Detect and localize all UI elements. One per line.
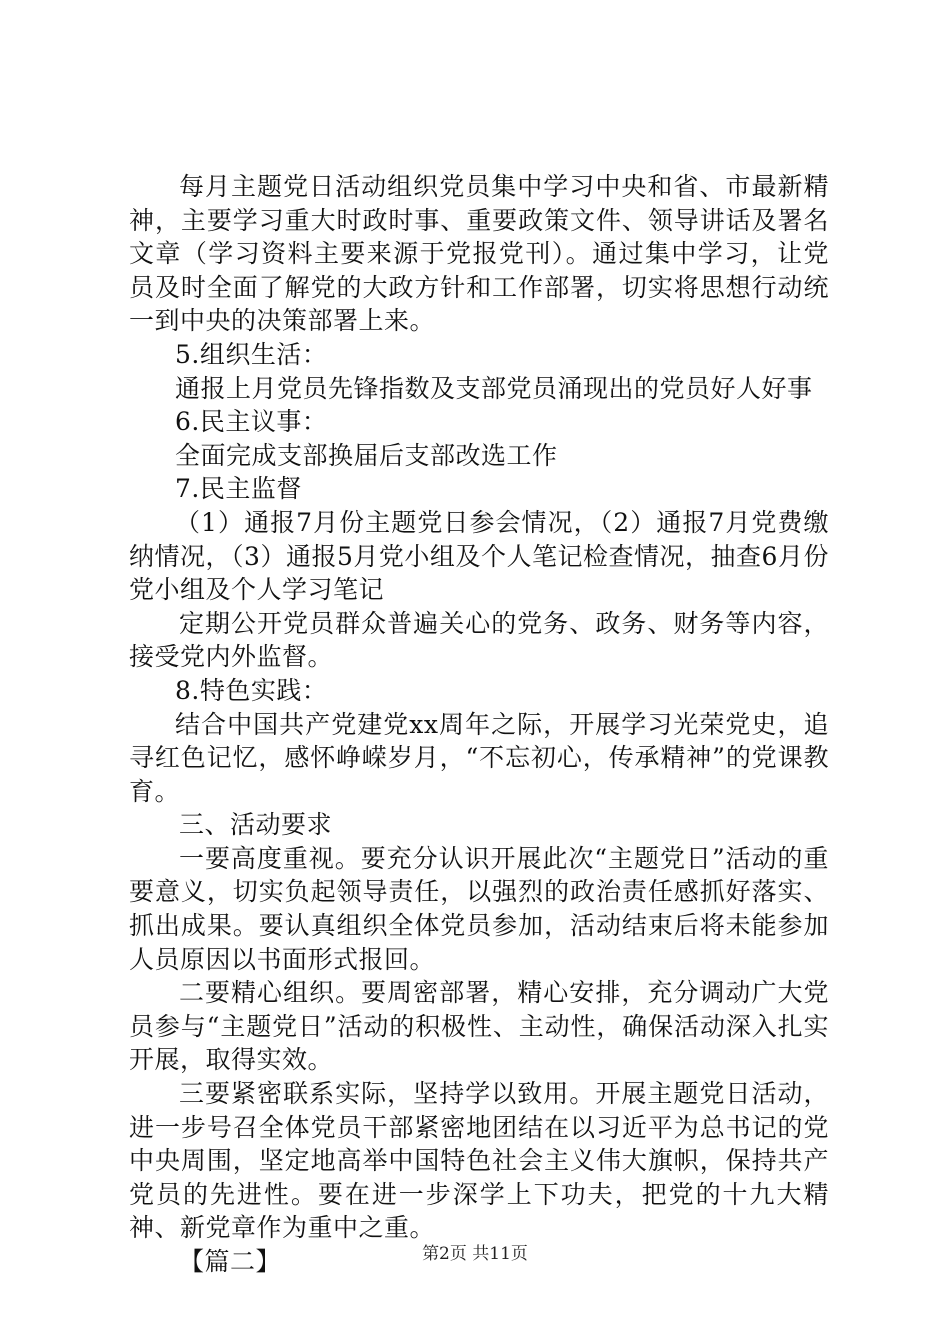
paragraph-democratic-discussion: 全面完成支部换届后支部改选工作: [175, 440, 558, 470]
document-body: [129, 170, 829, 1279]
paragraph-supervision-items: （1）通报7月份主题党日参会情况，（2）通报7月党费缴纳情况，（3）通报5月党小组及个人笔记检查情况，抽查6月份党小组及个人学习笔记: [129, 507, 829, 605]
paragraph-study: 每月主题党日活动组织党员集中学习中央和省、市最新精神，主要学习重大时政时事、重要政策文件、领导讲话及署名文章（学习资料主要来源于党报党刊）。通过集中学习，让党员及时全面了解党的大政方针和工作部署，切实将思想行动统一到中央的决策部署上来。: [129, 172, 829, 336]
heading-activity-requirements: 三、活动要求: [179, 810, 333, 840]
paragraph-requirement-3: 三要紧密联系实际，坚持学以致用。开展主题党日活动，进一步号召全体党员干部紧密地团结在以习近平为总书记的党中央周围，坚定地高举中国特色社会主义伟大旗帜，保持共产党员的先进性。要在进一步深学上下功夫，把党的十九大精神、新党章作为重中之重。: [129, 1079, 829, 1243]
heading-democratic-supervision: 7.民主监督: [175, 474, 302, 504]
paragraph-requirement-2: 二要精心组织。要周密部署，精心安排，充分调动广大党员参与“主题党日”活动的积极性、主动性，确保活动深入扎实开展，取得实效。: [129, 978, 829, 1075]
heading-democratic-discussion: 6.民主议事：: [175, 407, 328, 437]
heading-part-two: 【篇二】: [179, 1247, 282, 1276]
paragraph-requirement-1: 一要高度重视。要充分认识开展此次“主题党日”活动的重要意义，切实负起领导责任，以强烈的政治责任感抓好落实、抓出成果。要认真组织全体党员参加，活动结束后将未能参加人员原因以书面形式报回。: [129, 843, 829, 974]
heading-special-practice: 8.特色实践：: [175, 675, 328, 705]
paragraph-organization-life: 通报上月党员先锋指数及支部党员涌现出的党员好人好事: [175, 373, 813, 403]
heading-organization-life: 5.组织生活：: [175, 339, 328, 369]
paragraph-public-disclosure: 定期公开党员群众普遍关心的党务、政务、财务等内容，接受党内外监督。: [129, 608, 829, 672]
paragraph-special-practice: 结合中国共产党建党xx周年之际，开展学习光荣党史，追寻红色记忆，感怀峥嵘岁月，“不忘初心，传承精神”的党课教育。: [129, 709, 829, 806]
page-number: 第2页 共11页: [422, 1244, 528, 1264]
